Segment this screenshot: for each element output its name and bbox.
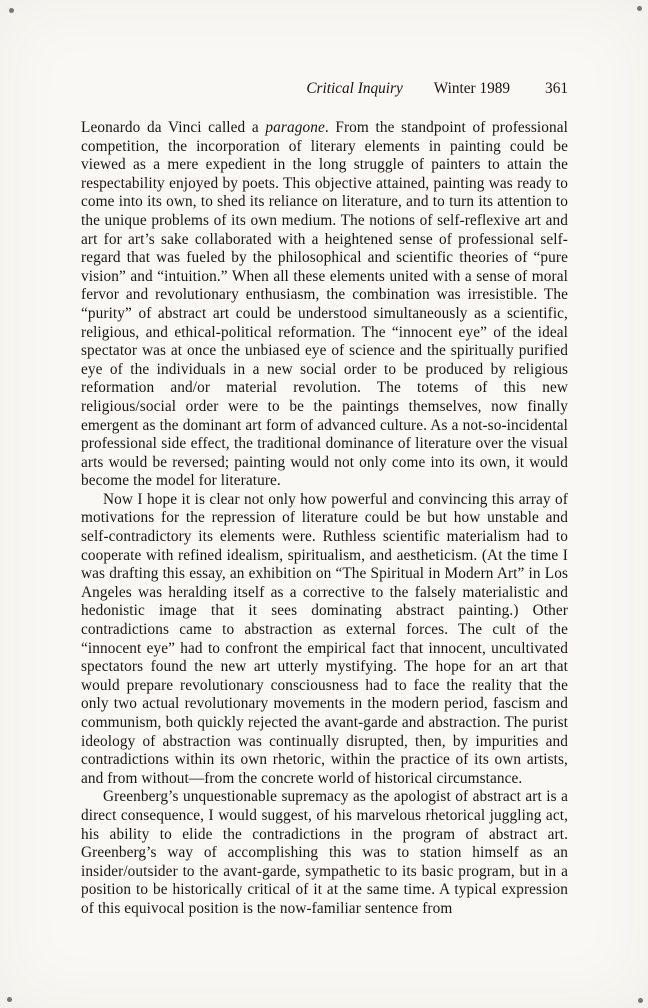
- paragraph-1: [81, 119, 568, 491]
- running-head: [81, 80, 568, 98]
- scan-artifact-speck: [638, 998, 643, 1003]
- scan-artifact-speck: [637, 6, 642, 11]
- paragraph-1-rest: . From the standpoint of professional competition, the incorporation of literary elements in painting could be viewed as a mere expedient in the long struggle of painters to attain the respectability enjoyed by poets. This objective attained, painting was ready to come into its own, to shed its reliance on literature, and to turn its attention to the unique problems of its own medium. The notions of self-reflexive art and art for art’s sake collaborated with a heightened sense of professional self-regard that was fueled by the philosophical and scientific theories of “pure vision” and “intuition.” When all these elements united with a sense of moral fervor and revolutionary enthusiasm, the combination was irresistible. The “purity” of abstract art could be understood simultaneously as a scientific, religious, and ethical-political reformation. The “innocent eye” of the ideal spectator was at once the unbiased eye of science and the spiritually purified eye of the individuals in a new social order to be produced by religious reformation and/or material revolution. The totems of this new religious/social order were to be the paintings themselves, now finally emergent as the dominant art form of advanced culture. As a not-so-incidental professional side effect, the traditional dominance of literature over the visual arts would be reversed; painting would not only come into its own, it would become the model for literature.: [81, 119, 568, 490]
- scan-artifact-speck: [7, 997, 12, 1002]
- paragraph-2: Now I hope it is clear not only how powerful and convincing this array of motivations for the repression of literature could be but how unstable and self-contradictory its elements were. Ruthless scientific materialism had to cooperate with refined idealism, spiritualism, and aestheticism. (At the time I was drafting this essay, an exhibition on “The Spiritual in Modern Art” in Los Angeles was heralding itself as a corrective to the falsely materialistic and hedonistic image that it sees dominating abstract painting.) Other contradictions came to abstraction as external forces. The cult of the “innocent eye” had to confront the empirical fact that innocent, uncultivated spectators found the new art utterly mystifying. The hope for an art that would prepare revolutionary consciousness had to face the reality that the only two actual revolutionary movements in the modern period, fascism and communism, both quickly rejected the avant-garde and abstraction. The purist ideology of abstraction was continually disrupted, then, by impurities and contradictions within its own rhetoric, within the practice of its own artists, and from without—from the concrete world of historical circumstance.: [81, 490, 568, 787]
- paragraph-3: Greenberg’s unquestionable supremacy as the apologist of abstract art is a direct consequence, I would suggest, of his marvelous rhetorical juggling act, his ability to elide the contradictions in the program of abstract art. Greenberg’s way of accomplishing this was to station himself as an insider/outsider to the avant-garde, sympathetic to its basic program, but in a position to be historically critical of it at the same time. A typical expression of this equivocal position is the now-familiar sentence from: [81, 788, 568, 917]
- body-text: [81, 119, 568, 919]
- issue-date: Winter 1989: [433, 80, 511, 97]
- scan-artifact-speck: [9, 8, 14, 13]
- paragraph-1-lead: Leonardo da Vinci called a: [81, 119, 266, 136]
- paragraph-1-italic-term: paragone: [265, 119, 325, 136]
- journal-title: Critical Inquiry: [306, 80, 403, 97]
- page-number: 361: [545, 80, 568, 97]
